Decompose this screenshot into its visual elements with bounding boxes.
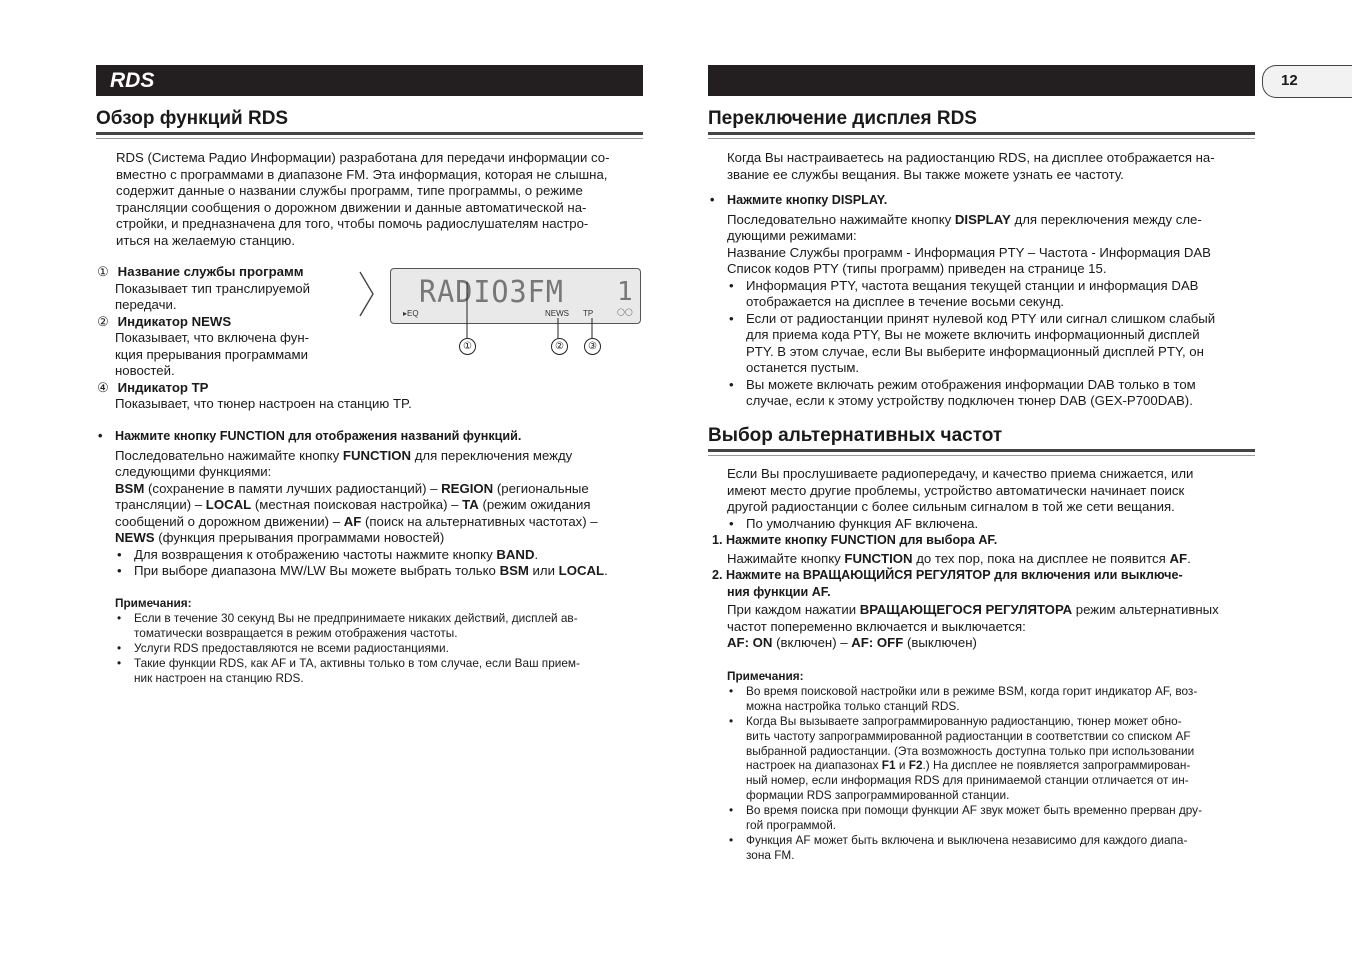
display-arrow-icon <box>358 270 376 318</box>
note-item: • Когда Вы вызываете запрограммированную радиостанцию, тюнер может обно- вить частоту запрограммированной радиостанции в соответствии со списком AF выбранной радиостанции. (Эта возможность доступна только при использовании настроек на диапазонах F1 и F2.) На дисплее не появляется запрограммирован- ный номер, если информация RDS для принимаемой станции отличается от ин- формации RDS запрограммированной станции. <box>727 714 1267 803</box>
note-item: • Если в течение 30 секунд Вы не предпринимаете никаких действий, дисплей ав- томатически возвращается в режим отображения частоты. <box>115 611 645 641</box>
item-number: ① <box>97 264 109 279</box>
step-1: 1. Нажмите кнопку FUNCTION для выбора AF. <box>712 533 998 547</box>
page-number: 12 <box>1262 65 1352 98</box>
display-digit: 1 <box>617 277 633 307</box>
text-line: BSM (сохранение в памяти лучших радиостанций) – REGION (региональные <box>115 480 589 496</box>
text-line: новостей. <box>115 363 175 378</box>
right-header-bar <box>708 65 1255 96</box>
left-heading-rule <box>96 132 643 135</box>
right-heading-1-rule <box>708 132 1255 135</box>
callout-1: ① <box>459 338 476 355</box>
right-intro: Когда Вы настраиваетесь на радиостанцию RDS, на дисплее отображается на- звание ее службы вещания. Вы также можете узнать ее частоту. <box>727 150 1215 182</box>
callout-3: ③ <box>584 338 601 355</box>
note-item: • Такие функции RDS, как AF и TA, активны только в том случае, если Ваш прием- ник настроен на станцию RDS. <box>115 656 645 686</box>
step-2: 2. Нажмите на ВРАЩАЮЩИЙСЯ РЕГУЛЯТОР для включения или выключе- <box>712 568 1183 582</box>
right-heading-2-rule <box>708 449 1255 452</box>
item-number: ④ <box>97 379 109 395</box>
sub-bullet: • Для возвращения к отображению частоты нажмите кнопку BAND. • При выборе диапазона MW/LW Вы можете выбрать только BSM или LOCAL. <box>96 547 656 580</box>
text-line: При каждом нажатии ВРАЩАЮЩЕГОСЯ РЕГУЛЯТОРА режим альтернативных <box>727 602 1219 617</box>
text-line: передачи. <box>115 297 177 312</box>
left-heading: Обзор функций RDS <box>96 108 289 129</box>
text-line: вместно с программами в диапазоне FM. Эта информация, которая не слышна, <box>116 166 608 182</box>
legend-item <box>96 380 456 397</box>
left-heading-rule-thin <box>96 138 643 139</box>
display-text: RADIO3FM <box>419 275 564 310</box>
text-line: Показывает, что тюнер настроен на станцию TP. <box>115 396 412 411</box>
text-line: стройки, и предназначена для того, чтобы помочь радиослушателям настро- <box>116 216 589 231</box>
bullet-heading: • Нажмите кнопку DISPLAY. <box>708 192 1268 209</box>
af-section: Если Вы прослушиваете радиопередачу, и качество приема снижается, или имеют место другие проблемы, устройство автоматически начинает поиск другой радиостанции с более сильным сигналом в той же сети вещания. • По умолчанию функция AF включена. 1. Нажмите кнопку FUNCTION для выбора AF. Нажимайте кнопку FUNCTION до тех пор, пока на дисплее не появится AF. 2. Нажмите на ВРАЩАЮЩИЙСЯ РЕГУЛЯТОР для включения или выключе- ния функции AF. При каждом нажатии ВРАЩАЮЩЕГОСЯ РЕГУЛЯТОРА режим альтернативных частот попеременно включается и выключается: AF: ON (включен) – AF: OFF (выключен) <box>708 466 1268 652</box>
stereo-icon: ◯◯ <box>617 309 633 316</box>
display-section <box>708 192 1268 410</box>
section-header-bar <box>96 65 643 96</box>
text-line: трансляции) – LOCAL (местная поисковая настройка) – TA (режим ожидания <box>115 497 591 512</box>
item-title: Индикатор TP <box>117 379 209 395</box>
right-heading-2-rule-thin <box>708 455 1255 456</box>
right-heading-1-rule-thin <box>708 138 1255 139</box>
notes-title: Примечания: <box>727 669 804 683</box>
function-section <box>96 428 656 580</box>
text-line: дующими режимами: <box>727 228 857 243</box>
news-indicator: NEWS <box>545 309 569 318</box>
text-line: иться на желаемую станцию. <box>116 232 295 248</box>
right-heading-1: Переключение дисплея RDS <box>708 108 977 129</box>
eq-indicator: ▸EQ <box>403 309 419 318</box>
item-title: Название службы программ <box>117 264 304 279</box>
text-line: AF: ON (включен) – AF: OFF (выключен) <box>727 635 977 650</box>
text-line: Последовательно нажимайте кнопку FUNCTION для переключения между <box>115 447 573 463</box>
item-number: ② <box>97 313 109 329</box>
text-line: RDS (Система Радио Информации) разработана для передачи информации со- <box>116 150 610 165</box>
callout-lines <box>390 280 640 342</box>
text-line: содержит данные о названии службы программ, типе программы, о режиме <box>116 183 583 198</box>
text-line: Показывает, что включена фун- <box>115 330 310 345</box>
note-item: • Во время поисковой настройки или в режиме BSM, когда горит индикатор AF, воз- можна настройка только станций RDS. <box>727 684 1267 714</box>
text-line: Показывает тип транслируемой <box>115 280 310 296</box>
left-intro <box>116 150 646 249</box>
right-heading-2: Выбор альтернативных частот <box>708 425 1003 446</box>
text-line: NEWS (функция прерывания программами новостей) <box>115 530 445 545</box>
tp-indicator: TP <box>583 309 594 318</box>
text-line: трансляции сообщения о дорожном движении и данные автоматической на- <box>116 199 587 215</box>
right-notes <box>727 669 1267 863</box>
section-tag: RDS <box>110 69 155 92</box>
item-title: Индикатор NEWS <box>117 313 232 329</box>
callout-2: ② <box>551 338 568 355</box>
text-line: кция прерывания программами <box>115 346 308 362</box>
text-line: Нажимайте кнопку FUNCTION до тех пор, пока на дисплее не появится AF. <box>727 550 1191 566</box>
text-line: следующими функциями: <box>115 464 272 479</box>
text-line: Название Службы программ - Информация PTY – Частота - Информация DAB <box>727 244 1211 260</box>
note-item: • Функция AF может быть включена и выключена независимо для каждого диапа- зона FM. <box>727 833 1267 863</box>
note-item: • Во время поиска при помощи функции AF звук может быть временно прерван дру- гой программой. <box>727 803 1267 833</box>
notes-title: Примечания: <box>115 596 192 610</box>
sub-bullets: • Информация PTY, частота вещания текущей станции и информация DAB отображается на дисплее в течение восьми секунд. • Если от радиостанции принят нулевой код PTY или сигнал слишком слабый для приема кода PTY, Вы не можете включить информационный дисплей PTY. В этом случае, если Вы выберите информационный дисплей PTY, он останется пустым. • Вы можете включать режим отображения информации DAB только в том случае, если к этому устройству подключен тюнер DAB (GEX-P700DAB). <box>708 278 1268 410</box>
text-line: Последовательно нажимайте кнопку DISPLAY для переключения между сле- <box>727 211 1202 227</box>
bullet-heading: • Нажмите кнопку FUNCTION для отображения названий функций. <box>96 428 656 445</box>
note-item: • Услуги RDS предоставляются не всеми радиостанциями. <box>115 641 645 656</box>
text-line: Список кодов PTY (типы программ) приведен на странице 15. <box>727 261 1107 276</box>
left-notes <box>115 596 645 685</box>
text-line: сообщений о дорожном движении) – AF (поиск на альтернативных частотах) – <box>115 513 598 529</box>
